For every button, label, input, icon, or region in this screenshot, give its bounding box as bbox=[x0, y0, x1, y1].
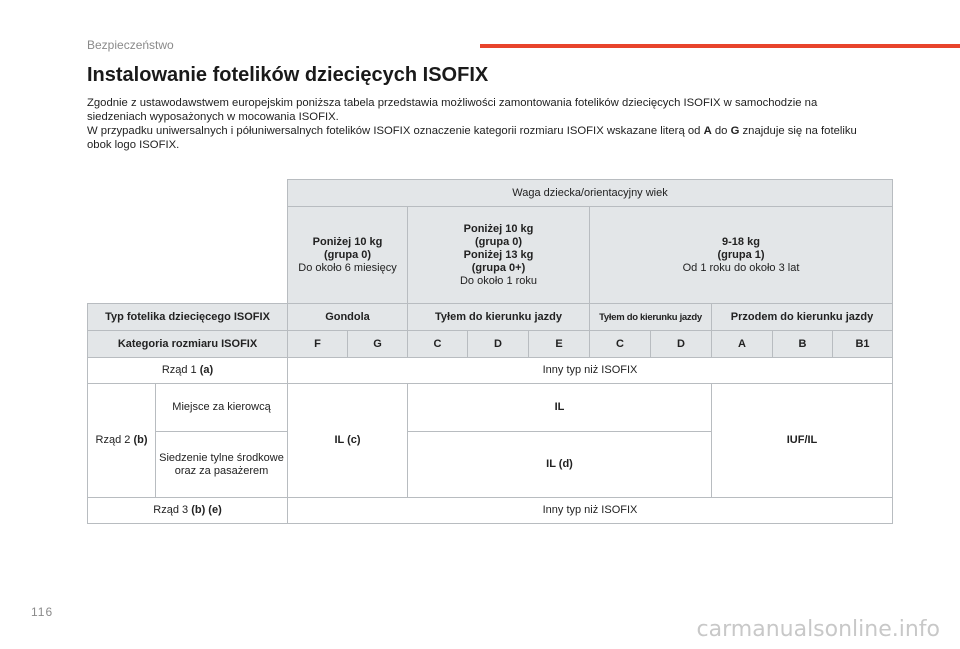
intro-text-a: W przypadku uniwersalnych i półuniwersalnych fotelików ISOFIX oznaczenie kategorii rozmiaru ISOFIX wskazane literą od bbox=[87, 125, 704, 137]
row-2-forward-facing: IUF/IL bbox=[712, 384, 893, 498]
row-2-rear-facing-1: IL bbox=[408, 384, 712, 432]
group-1-header bbox=[590, 207, 893, 304]
group-0plus-weight-2: Poniżej 13 kg bbox=[463, 248, 534, 261]
group-1-name: (grupa 1) bbox=[717, 248, 765, 261]
row-2-note: (b) bbox=[133, 434, 148, 446]
seat-rear-center-passenger: Siedzenie tylne środkowe oraz za pasażerem bbox=[156, 432, 288, 498]
page-title: Instalowanie fotelików dziecięcych ISOFIX bbox=[87, 64, 489, 86]
intro-paragraph-1: Zgodnie z ustawodawstwem europejskim poniższa tabela przedstawia możliwości zamontowania fotelików dziecięcych ISOFIX w samochodzie na siedzeniach wyposażonych w mocowania ISOFIX. bbox=[87, 97, 818, 123]
row-2-rear-facing-2: IL (d) bbox=[408, 432, 712, 498]
group-0-age: Do około 6 miesięcy bbox=[298, 261, 397, 274]
group-0plus-header bbox=[408, 207, 590, 304]
group-1-age: Od 1 roku do około 3 lat bbox=[682, 261, 800, 274]
size-cell: C bbox=[590, 331, 651, 358]
size-cell: B bbox=[773, 331, 833, 358]
letter-g: G bbox=[730, 125, 740, 137]
section-title: Bezpieczeństwo bbox=[87, 38, 174, 52]
row-3-label bbox=[88, 498, 288, 524]
type-forward-facing: Przodem do kierunku jazdy bbox=[712, 304, 893, 331]
size-cell: D bbox=[468, 331, 529, 358]
intro-text-b: znajduje się na foteliku obok logo ISOFIX. bbox=[87, 125, 857, 151]
size-row-label: Kategoria rozmiaru ISOFIX bbox=[88, 331, 288, 358]
type-row-label: Typ fotelika dziecięcego ISOFIX bbox=[88, 304, 288, 331]
size-cell: B1 bbox=[833, 331, 893, 358]
row-2-text: Rząd 2 bbox=[95, 434, 134, 446]
row-1-label bbox=[88, 358, 288, 384]
row-3-value: Inny typ niż ISOFIX bbox=[288, 498, 893, 524]
size-cell: A bbox=[712, 331, 773, 358]
size-cell: C bbox=[408, 331, 468, 358]
group-0-header bbox=[288, 207, 408, 304]
isofix-table bbox=[87, 179, 893, 524]
row-2-label bbox=[88, 384, 156, 498]
size-cell: D bbox=[651, 331, 712, 358]
row-2-gondola: IL (c) bbox=[288, 384, 408, 498]
accent-bar bbox=[480, 44, 960, 48]
row-3-text: Rząd 3 bbox=[153, 504, 192, 516]
intro-text bbox=[87, 96, 877, 152]
intro-paragraph-2 bbox=[87, 124, 877, 152]
row-1-note: (a) bbox=[199, 364, 214, 376]
type-gondola: Gondola bbox=[288, 304, 408, 331]
group-0-name: (grupa 0) bbox=[323, 248, 372, 261]
group-0-weight: Poniżej 10 kg bbox=[312, 235, 383, 248]
size-cell: E bbox=[529, 331, 590, 358]
group-0plus-age: Do około 1 roku bbox=[459, 274, 538, 287]
row-1-value: Inny typ niż ISOFIX bbox=[288, 358, 893, 384]
group-0plus-name-2: (grupa 0+) bbox=[471, 261, 526, 274]
group-0plus-name-1: (grupa 0) bbox=[474, 235, 523, 248]
group-1-weight: 9-18 kg bbox=[722, 235, 760, 248]
weight-header: Waga dziecka/orientacyjny wiek bbox=[288, 180, 893, 207]
row-1-text: Rząd 1 bbox=[161, 364, 200, 376]
page-number: 116 bbox=[31, 605, 54, 619]
seat-behind-driver: Miejsce za kierowcą bbox=[156, 384, 288, 432]
row-3-note: (b) (e) bbox=[191, 504, 222, 516]
size-cell: F bbox=[288, 331, 348, 358]
size-cell: G bbox=[348, 331, 408, 358]
group-0plus-weight-1: Poniżej 10 kg bbox=[463, 222, 534, 235]
type-rear-facing-2: Tyłem do kierunku jazdy bbox=[590, 304, 712, 331]
intro-text-do: do bbox=[711, 125, 731, 137]
type-rear-facing-1: Tyłem do kierunku jazdy bbox=[408, 304, 590, 331]
letter-a: A bbox=[703, 125, 712, 137]
watermark: carmanualsonline.info bbox=[696, 617, 940, 642]
empty-corner bbox=[88, 180, 288, 304]
